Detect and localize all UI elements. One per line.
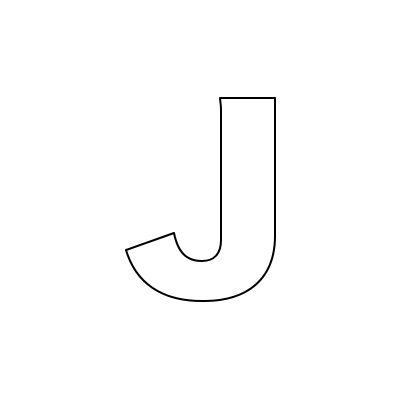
letter-j-outline-path: [126, 98, 275, 301]
